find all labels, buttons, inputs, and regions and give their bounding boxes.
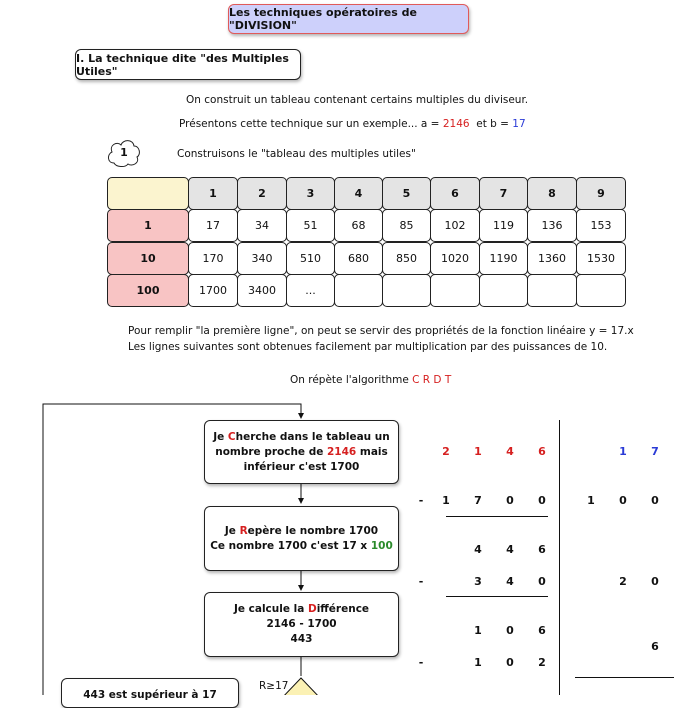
remainder-digit: 4 xyxy=(506,543,514,556)
subtrahend-digit: 0 xyxy=(538,575,546,588)
flow-box-repere: Je Repère le nombre 1700 Ce nombre 1700 c'est 17 x 100 xyxy=(204,506,399,571)
dividend-digit: 6 xyxy=(538,445,546,458)
quotient-digit: 0 xyxy=(651,494,659,507)
remainder-digit: 6 xyxy=(538,543,546,556)
algorithm-letters: C R D T xyxy=(412,374,452,386)
remainder-digit: 1 xyxy=(474,624,482,637)
table-col-header: 2 xyxy=(237,177,287,210)
table-cell: 170 xyxy=(188,242,238,275)
table-cell: 1360 xyxy=(527,242,577,275)
table-cell: 1020 xyxy=(430,242,480,275)
example-prefix: Présentons cette technique sur un exemple... a = xyxy=(179,118,443,130)
table-cell: 153 xyxy=(576,209,626,242)
divisor-digit: 1 xyxy=(619,445,627,458)
subtrahend-digit: 4 xyxy=(506,575,514,588)
table-cell: 1530 xyxy=(576,242,626,275)
table-cell: 68 xyxy=(334,209,383,242)
table-col-header: 6 xyxy=(430,177,480,210)
subtrahend-digit: 3 xyxy=(474,575,482,588)
dividend-digit: 4 xyxy=(506,445,514,458)
remainder-digit: 4 xyxy=(474,543,482,556)
division-line-2 xyxy=(446,596,548,597)
flow-box-difference: Je calcule la Différence 2146 - 1700 443 xyxy=(204,592,399,657)
note-line-1: Pour remplir "la première ligne", on peut se servir des propriétés de la fonction linéaire y = 17.x xyxy=(128,325,634,337)
table-cell: 102 xyxy=(430,209,480,242)
subtrahend-digit: 2 xyxy=(538,656,546,669)
dividend-digit: 1 xyxy=(474,445,482,458)
quotient-digit: 1 xyxy=(587,494,595,507)
table-cell: 1190 xyxy=(479,242,528,275)
subtrahend-digit: 0 xyxy=(506,656,514,669)
table-cell: 3400 xyxy=(237,274,287,307)
division-line-1 xyxy=(446,516,548,517)
quotient-line xyxy=(575,677,674,678)
table-col-header: 4 xyxy=(334,177,383,210)
quotient-digit: 0 xyxy=(651,575,659,588)
table-cell: 850 xyxy=(382,242,431,275)
example-mid: et b = xyxy=(469,118,513,130)
value-a: 2146 xyxy=(442,118,470,130)
table-row-header: 10 xyxy=(107,242,189,275)
minus-sign: - xyxy=(418,494,424,507)
table-col-header: 8 xyxy=(527,177,577,210)
subtrahend-digit: 1 xyxy=(474,656,482,669)
minus-sign: - xyxy=(418,656,424,669)
table-col-header: 1 xyxy=(188,177,238,210)
minus-sign: - xyxy=(418,575,424,588)
table-col-header: 9 xyxy=(576,177,626,210)
quotient-digit: 6 xyxy=(651,640,659,653)
step-text: Construisons le "tableau des multiples utiles" xyxy=(177,148,416,160)
step-badge: 1 xyxy=(120,146,128,159)
dividend-digit: 2 xyxy=(442,445,450,458)
table-cell: 85 xyxy=(382,209,431,242)
note-line-2: Les lignes suivantes sont obtenues facilement par multiplication par des puissances de 10. xyxy=(128,341,608,353)
table-row-header: 100 xyxy=(107,274,189,307)
condition-label: R≥17 xyxy=(259,680,289,692)
division-vertical-bar xyxy=(559,420,560,695)
table-cell: 136 xyxy=(527,209,577,242)
intro-text: On construit un tableau contenant certains multiples du diviseur. xyxy=(186,94,529,106)
section-heading: I. La technique dite "des Multiples Utiles" xyxy=(75,49,301,80)
algorithm-prefix: On répète l'algorithme xyxy=(290,374,413,386)
table-cell: 1700 xyxy=(188,274,238,307)
table-cell: 34 xyxy=(237,209,287,242)
flow-box-compare: 443 est supérieur à 17 xyxy=(61,678,239,708)
table-cell: 510 xyxy=(286,242,335,275)
table-cell: 119 xyxy=(479,209,528,242)
flow-box-cherche: Je Cherche dans le tableau un nombre proche de 2146 mais inférieur c'est 1700 xyxy=(204,420,399,484)
table-cell: 340 xyxy=(237,242,287,275)
table-cell: 680 xyxy=(334,242,383,275)
quotient-digit: 0 xyxy=(619,494,627,507)
table-cell: 17 xyxy=(188,209,238,242)
subtrahend-digit: 0 xyxy=(538,494,546,507)
value-b: 17 xyxy=(512,118,526,130)
table-col-header: 5 xyxy=(382,177,431,210)
quotient-digit: 2 xyxy=(619,575,627,588)
subtrahend-digit: 0 xyxy=(506,494,514,507)
divisor-digit: 7 xyxy=(651,445,659,458)
subtrahend-digit: 1 xyxy=(442,494,450,507)
page-title: Les techniques opératoires de "DIVISION" xyxy=(228,4,469,34)
table-cell: ... xyxy=(286,274,335,307)
subtrahend-digit: 7 xyxy=(474,494,482,507)
table-col-header: 7 xyxy=(479,177,528,210)
remainder-digit: 6 xyxy=(538,624,546,637)
remainder-digit: 0 xyxy=(506,624,514,637)
table-row-header: 1 xyxy=(107,209,189,242)
table-col-header: 3 xyxy=(286,177,335,210)
table-cell: 51 xyxy=(286,209,335,242)
